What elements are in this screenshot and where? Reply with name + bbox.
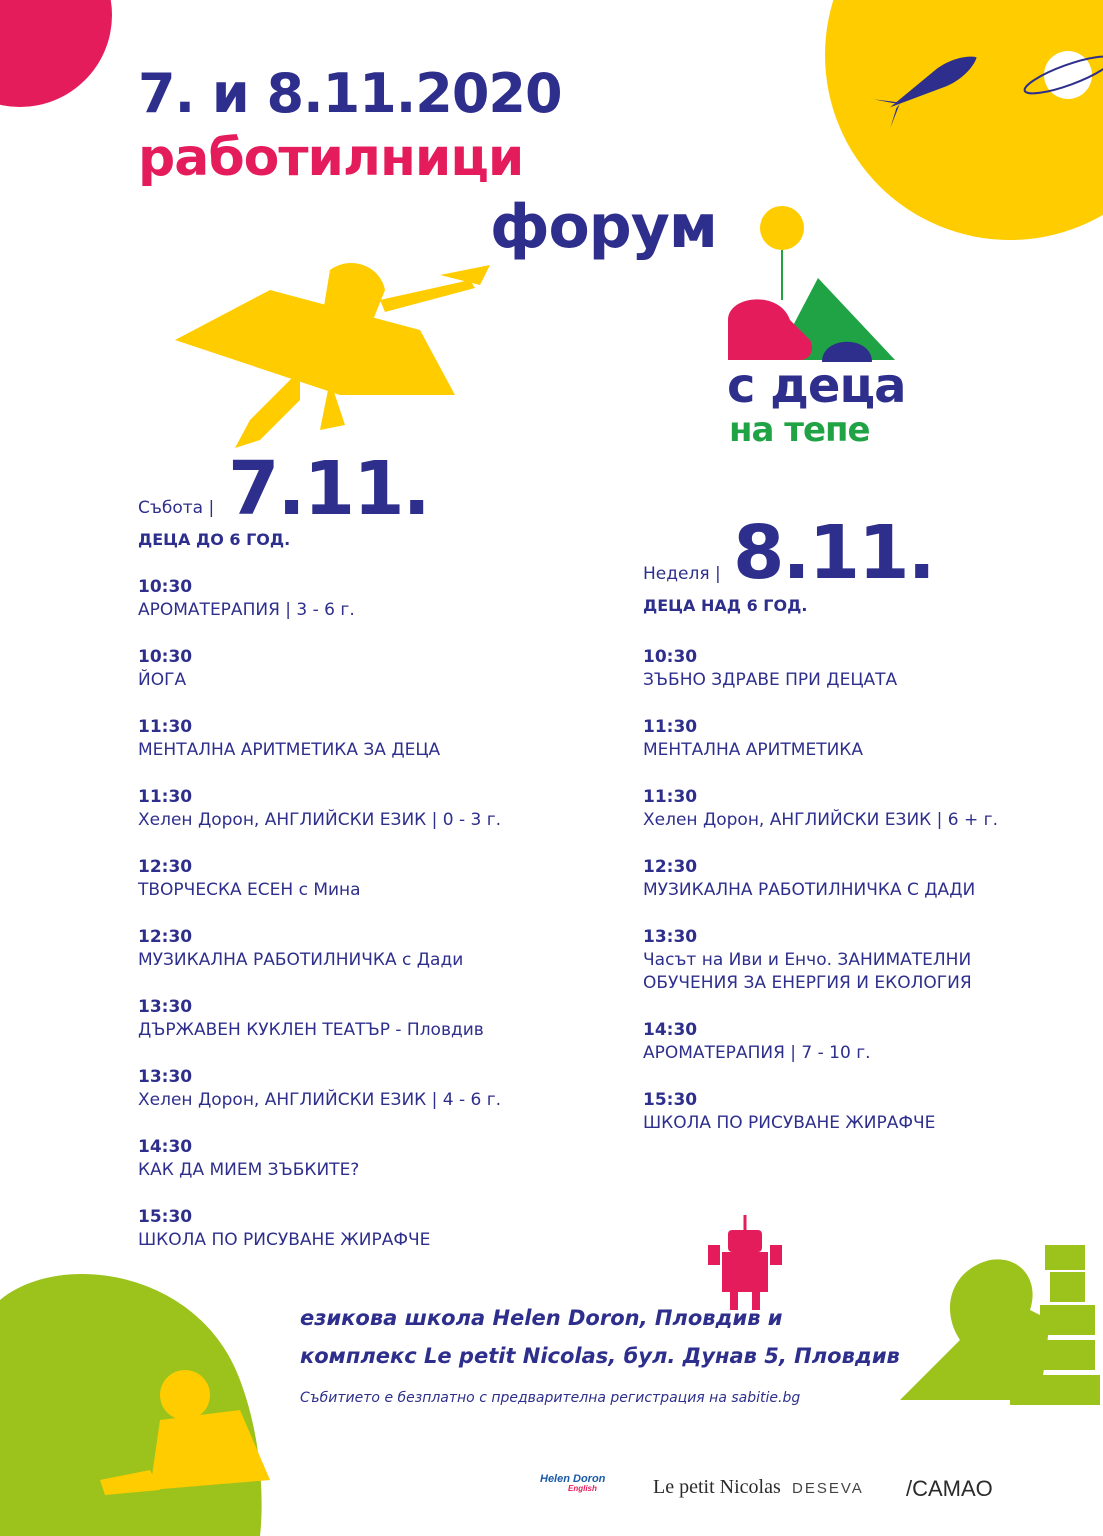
day2-schedule [643,646,1013,1159]
petit-nicolas-logo: Le petit Nicolas [653,1476,781,1498]
list-item [138,856,598,902]
event-dates-title: 7. и 8.11.2020 [138,62,562,125]
list-item [643,856,1013,902]
list-item [138,576,598,622]
event-time: 11:30 [138,787,193,807]
event-title: ЗЪБНО ЗДРАВЕ ПРИ ДЕЦАТА [643,670,898,690]
event-title: АРОМАТЕРАПИЯ | 3 - 6 г. [138,600,355,620]
event-time: 11:30 [643,717,698,737]
magenta-circle [0,0,112,107]
logo-text-line1: с деца [727,358,906,414]
day1-schedule [138,576,598,1276]
event-title: Часът на Иви и Енчо. ЗАНИМАТЕЛНИ ОБУЧЕНИЯ ЗА ЕНЕРГИЯ И ЕКОЛОГИЯ [643,950,972,993]
day2-age-group: ДЕЦА НАД 6 ГОД. [643,596,808,615]
event-title: Хелен Дорон, АНГЛИЙСКИ ЕЗИК | 0 - 3 г. [138,810,502,830]
event-time: 12:30 [138,857,193,877]
event-time: 11:30 [138,717,193,737]
child-with-blocks-illustration [900,1245,1100,1405]
list-item [643,1019,1013,1065]
event-title: ШКОЛА ПО РИСУВАНЕ ЖИРАФЧЕ [138,1230,431,1250]
list-item [138,646,598,692]
event-time: 10:30 [138,647,193,667]
event-time: 15:30 [643,1090,698,1110]
event-title: МЕНТАЛНА АРИТМЕТИКА [643,740,863,760]
event-time: 10:30 [138,577,193,597]
list-item [138,926,598,972]
green-blob [0,1274,262,1536]
day1-date: 7.11. [228,446,429,532]
list-item [643,1089,1013,1135]
event-title: КАК ДА МИЕМ ЗЪБКИТЕ? [138,1160,360,1180]
list-item [643,786,1013,832]
day1-weekday: Събота | [138,498,215,518]
event-title: МУЗИКАЛНА РАБОТИЛНИЧКА с Дади [138,950,464,970]
event-time: 13:30 [138,1067,193,1087]
logo-text-line2: на тепе [729,410,870,450]
list-item [643,926,1013,995]
list-item [138,1066,598,1112]
registration-note: Събитието е безплатно с предварителна регистрация на sabitie.bg [300,1390,801,1406]
helen-doron-logo-subtext: English [568,1484,597,1493]
robot-illustration [708,1215,782,1310]
camao-logo: /CAMAO [906,1476,993,1501]
event-time: 14:30 [138,1137,193,1157]
event-title: ТВОРЧЕСКА ЕСЕН с Мина [138,880,361,900]
event-time: 12:30 [138,927,193,947]
day2-weekday: Неделя | [643,564,721,584]
event-time: 11:30 [643,787,698,807]
event-title: ЙОГА [138,670,187,690]
venue-line1: езикова школа Helen Doron, Пловдив и [300,1306,783,1330]
list-item [138,716,598,762]
event-time: 15:30 [138,1207,193,1227]
helen-doron-logo [540,1474,605,1493]
list-item [138,996,598,1042]
list-item [138,1206,598,1252]
helen-doron-logo-text: Helen Doron [540,1473,606,1485]
event-time: 13:30 [138,997,193,1017]
yellow-sun-circle [825,0,1103,240]
list-item [643,716,1013,762]
list-item [138,786,598,832]
day1-age-group: ДЕЦА ДО 6 ГОД. [138,530,291,549]
forum-title: форум [490,192,717,262]
event-time: 13:30 [643,927,698,947]
event-title: МЕНТАЛНА АРИТМЕТИКА ЗА ДЕЦА [138,740,441,760]
workshops-title: работилници [138,128,524,188]
list-item [643,646,1013,692]
event-title: ДЪРЖАВЕН КУКЛЕН ТЕАТЪР - Пловдив [138,1020,484,1040]
list-item [138,1136,598,1182]
event-title: АРОМАТЕРАПИЯ | 7 - 10 г. [643,1043,871,1063]
event-title: Хелен Дорон, АНГЛИЙСКИ ЕЗИК | 4 - 6 г. [138,1090,502,1110]
event-title: ШКОЛА ПО РИСУВАНЕ ЖИРАФЧЕ [643,1113,936,1133]
event-title: Хелен Дорон, АНГЛИЙСКИ ЕЗИК | 6 + г. [643,810,998,830]
logo-illustration [728,206,895,362]
deseva-logo: DESEVA [792,1480,864,1497]
event-time: 14:30 [643,1020,698,1040]
event-time: 10:30 [643,647,698,667]
event-time: 12:30 [643,857,698,877]
day2-date: 8.11. [733,510,934,596]
venue-line2: комплекс Le petit Nicolas, бул. Дунав 5, Пловдив [300,1344,900,1368]
event-title: МУЗИКАЛНА РАБОТИЛНИЧКА С ДАДИ [643,880,976,900]
flying-child-illustration [175,263,490,448]
